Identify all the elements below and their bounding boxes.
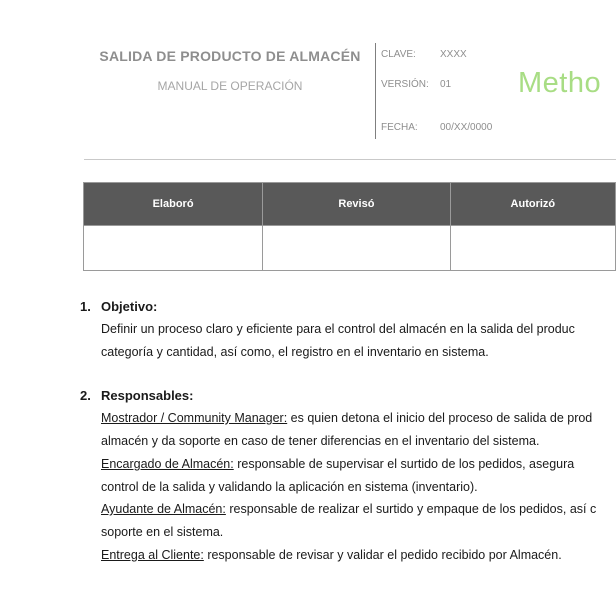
responsable-role: Entrega al Cliente: xyxy=(101,548,204,562)
objetivo-line: Definir un proceso claro y eficiente para el control del almacén en la salida del produc xyxy=(101,322,575,336)
objetivo-line: categoría y cantidad, así como, el registro en el inventario en sistema. xyxy=(101,345,489,359)
responsable-desc: responsable de revisar y validar el pedido recibido por Almacén. xyxy=(203,548,562,562)
responsable-desc-cont: almacén y da soporte en caso de tener diferencias en el inventario del sistema. xyxy=(101,434,540,448)
document-title: SALIDA DE PRODUCTO DE ALMACÉN xyxy=(99,48,361,64)
version-label: VERSIÓN: xyxy=(381,79,429,90)
responsable-item xyxy=(101,502,596,516)
signature-cell-autorizo xyxy=(450,226,615,271)
signature-col-reviso: Revisó xyxy=(263,183,451,226)
clave-value: XXXX xyxy=(440,49,467,60)
document-subtitle: MANUAL DE OPERACIÓN xyxy=(157,79,303,93)
responsable-desc-cont: soporte en el sistema. xyxy=(101,525,224,539)
header-divider xyxy=(375,43,376,139)
signature-empty-row xyxy=(84,226,616,271)
header-rule xyxy=(84,159,616,160)
section-number: 2. xyxy=(80,388,91,403)
responsable-role: Encargado de Almacén: xyxy=(101,457,234,471)
responsable-item xyxy=(101,411,592,425)
brand-logo xyxy=(518,67,601,100)
signature-header-row xyxy=(84,183,616,226)
responsable-desc-cont: control de la salida y validando la aplicación en sistema (inventario). xyxy=(101,480,478,494)
signature-cell-elaboro xyxy=(84,226,263,271)
signature-cell-reviso xyxy=(263,226,451,271)
responsable-role: Mostrador / Community Manager: xyxy=(101,411,288,425)
fecha-label: FECHA: xyxy=(381,122,418,133)
section-title-responsables: Responsables: xyxy=(101,388,194,403)
responsable-desc: responsable de realizar el surtido y empaque de los pedidos, así c xyxy=(225,502,597,516)
section-number: 1. xyxy=(80,299,91,314)
section-title-objetivo: Objetivo: xyxy=(101,299,158,314)
responsable-desc: es quien detona el inicio del proceso de salida de prod xyxy=(287,411,593,425)
signature-table xyxy=(83,182,616,271)
responsable-item xyxy=(101,457,574,471)
responsable-item xyxy=(101,548,562,562)
fecha-value: 00/XX/0000 xyxy=(440,122,493,133)
brand-logo-text: Metho xyxy=(518,67,602,99)
signature-col-autorizo: Autorizó xyxy=(450,183,615,226)
clave-label: CLAVE: xyxy=(381,49,416,60)
signature-col-elaboro: Elaboró xyxy=(84,183,263,226)
responsable-desc: responsable de supervisar el surtido de los pedidos, asegura xyxy=(233,457,575,471)
responsable-role: Ayudante de Almacén: xyxy=(101,502,226,516)
version-value: 01 xyxy=(440,79,452,90)
